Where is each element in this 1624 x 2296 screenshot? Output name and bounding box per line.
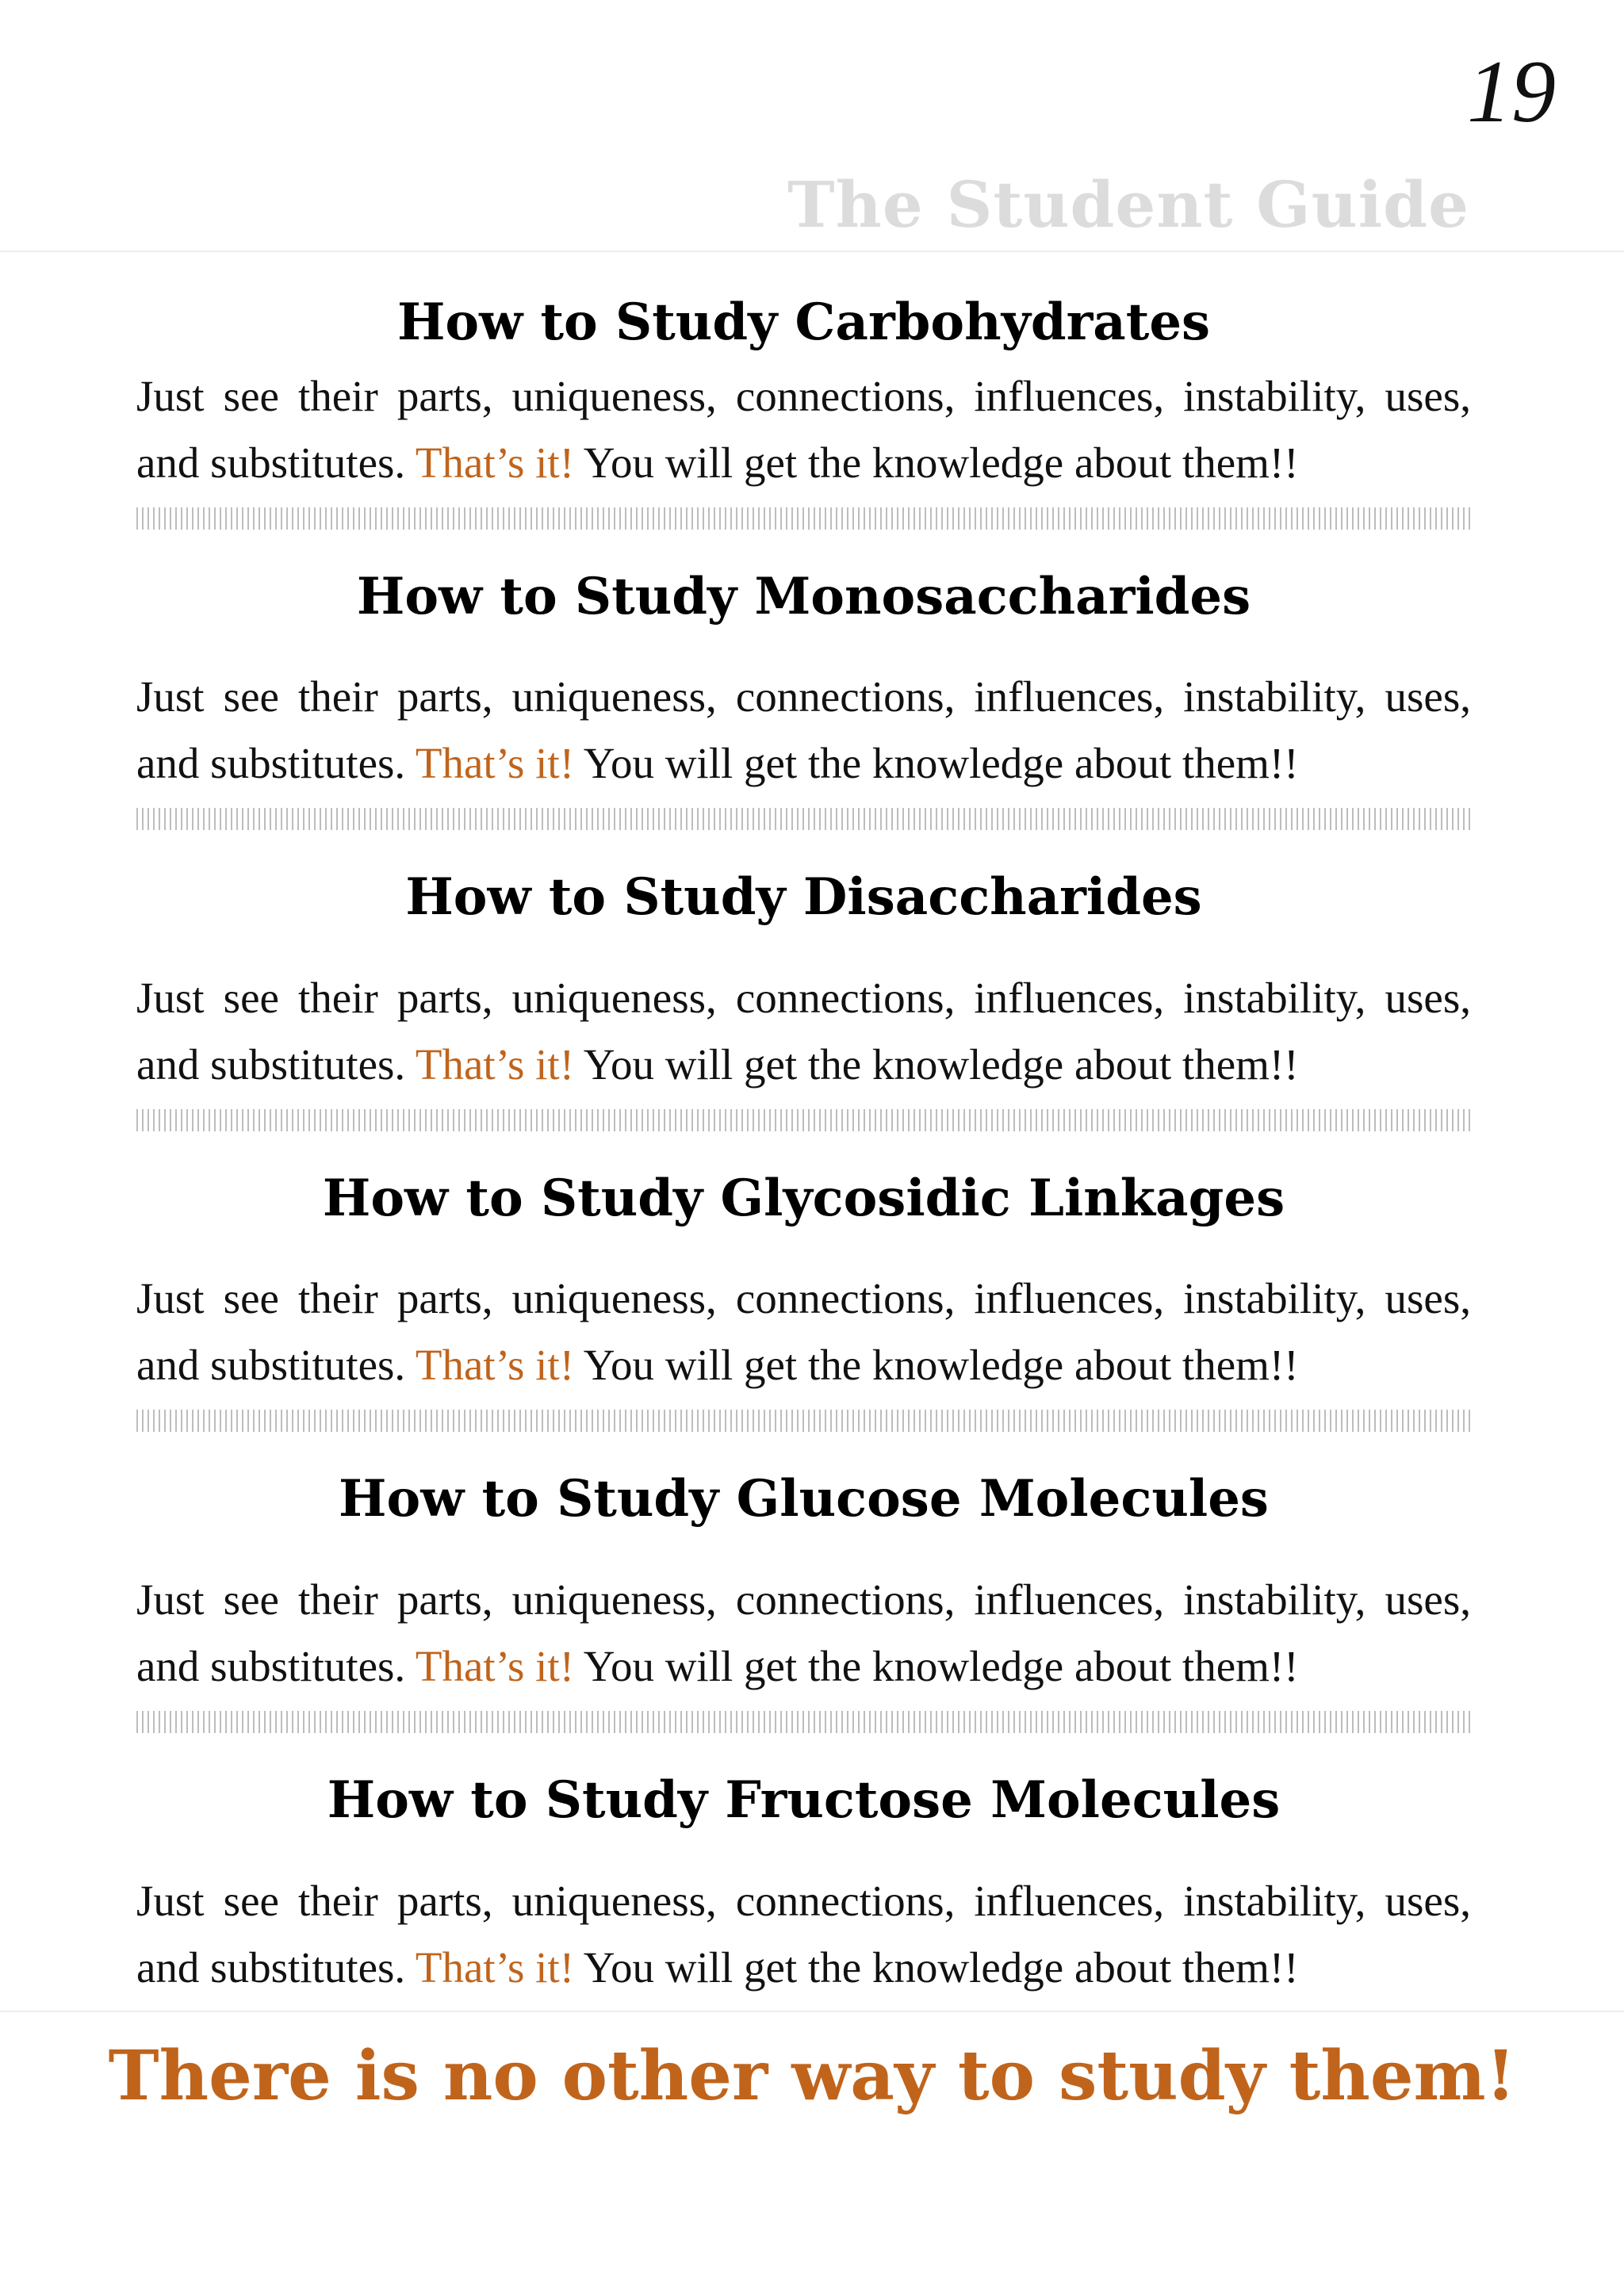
- accent-text: That’s it!: [415, 1039, 575, 1089]
- accent-text: That’s it!: [415, 1341, 575, 1390]
- section-divider: [136, 507, 1471, 530]
- body-text: Just see their parts, uniqueness, connections, influences, instability, uses, and substitutes.: [136, 1575, 1471, 1690]
- section-divider: [136, 1410, 1471, 1432]
- section-heading: How to Study Carbohydrates: [396, 293, 1211, 352]
- section-heading: How to Study Monosaccharides: [356, 566, 1251, 626]
- body-text-end: You will get the knowledge about them!!: [574, 1942, 1299, 1992]
- body-text-end: You will get the knowledge about them!!: [574, 739, 1299, 788]
- accent-text: That’s it!: [415, 1641, 575, 1690]
- section-divider: [136, 1711, 1471, 1733]
- content: [136, 293, 1471, 2039]
- section-body: [136, 1265, 1471, 1399]
- accent-text: That’s it!: [415, 739, 575, 788]
- section-carbohydrates: [136, 293, 1471, 530]
- body-text: Just see their parts, uniqueness, connections, influences, instability, uses, and substitutes.: [136, 973, 1471, 1089]
- section-heading: How to Study Glucose Molecules: [339, 1469, 1269, 1529]
- section-body: [136, 1567, 1471, 1700]
- section-heading: How to Study Fructose Molecules: [327, 1770, 1281, 1830]
- section-fructose-molecules: [136, 1771, 1471, 2001]
- section-divider: [136, 1109, 1471, 1131]
- section-body: [136, 1868, 1471, 2001]
- body-text: Just see their parts, uniqueness, connections, influences, instability, uses, and substitutes.: [136, 371, 1471, 487]
- header-rule: [0, 251, 1624, 252]
- section-heading: How to Study Glycosidic Linkages: [322, 1168, 1285, 1228]
- section-monosaccharides: [136, 568, 1471, 831]
- body-text-end: You will get the knowledge about them!!: [574, 1641, 1299, 1690]
- section-heading: How to Study Disaccharides: [405, 867, 1202, 928]
- body-text: Just see their parts, uniqueness, connections, influences, instability, uses, and substitutes.: [136, 1876, 1471, 1992]
- section-disaccharides: [136, 868, 1471, 1131]
- section-glycosidic-linkages: [136, 1169, 1471, 1433]
- footer-rule: [0, 2011, 1624, 2012]
- body-text: Just see their parts, uniqueness, connections, influences, instability, uses, and substitutes.: [136, 672, 1471, 788]
- section-body: [136, 363, 1471, 496]
- section-body: [136, 965, 1471, 1098]
- accent-text: That’s it!: [415, 1942, 575, 1992]
- body-text-end: You will get the knowledge about them!!: [574, 1039, 1299, 1089]
- section-body: [136, 664, 1471, 797]
- body-text: Just see their parts, uniqueness, connections, influences, instability, uses, and substitutes.: [136, 1274, 1471, 1390]
- running-head: The Student Guide: [787, 167, 1469, 242]
- closing-statement: There is no other way to study them!: [108, 2036, 1516, 2116]
- section-divider: [136, 808, 1471, 830]
- page-number: 19: [1467, 43, 1556, 141]
- section-glucose-molecules: [136, 1470, 1471, 1733]
- accent-text: That’s it!: [415, 438, 575, 487]
- body-text-end: You will get the knowledge about them!!: [574, 438, 1299, 487]
- body-text-end: You will get the knowledge about them!!: [574, 1341, 1299, 1390]
